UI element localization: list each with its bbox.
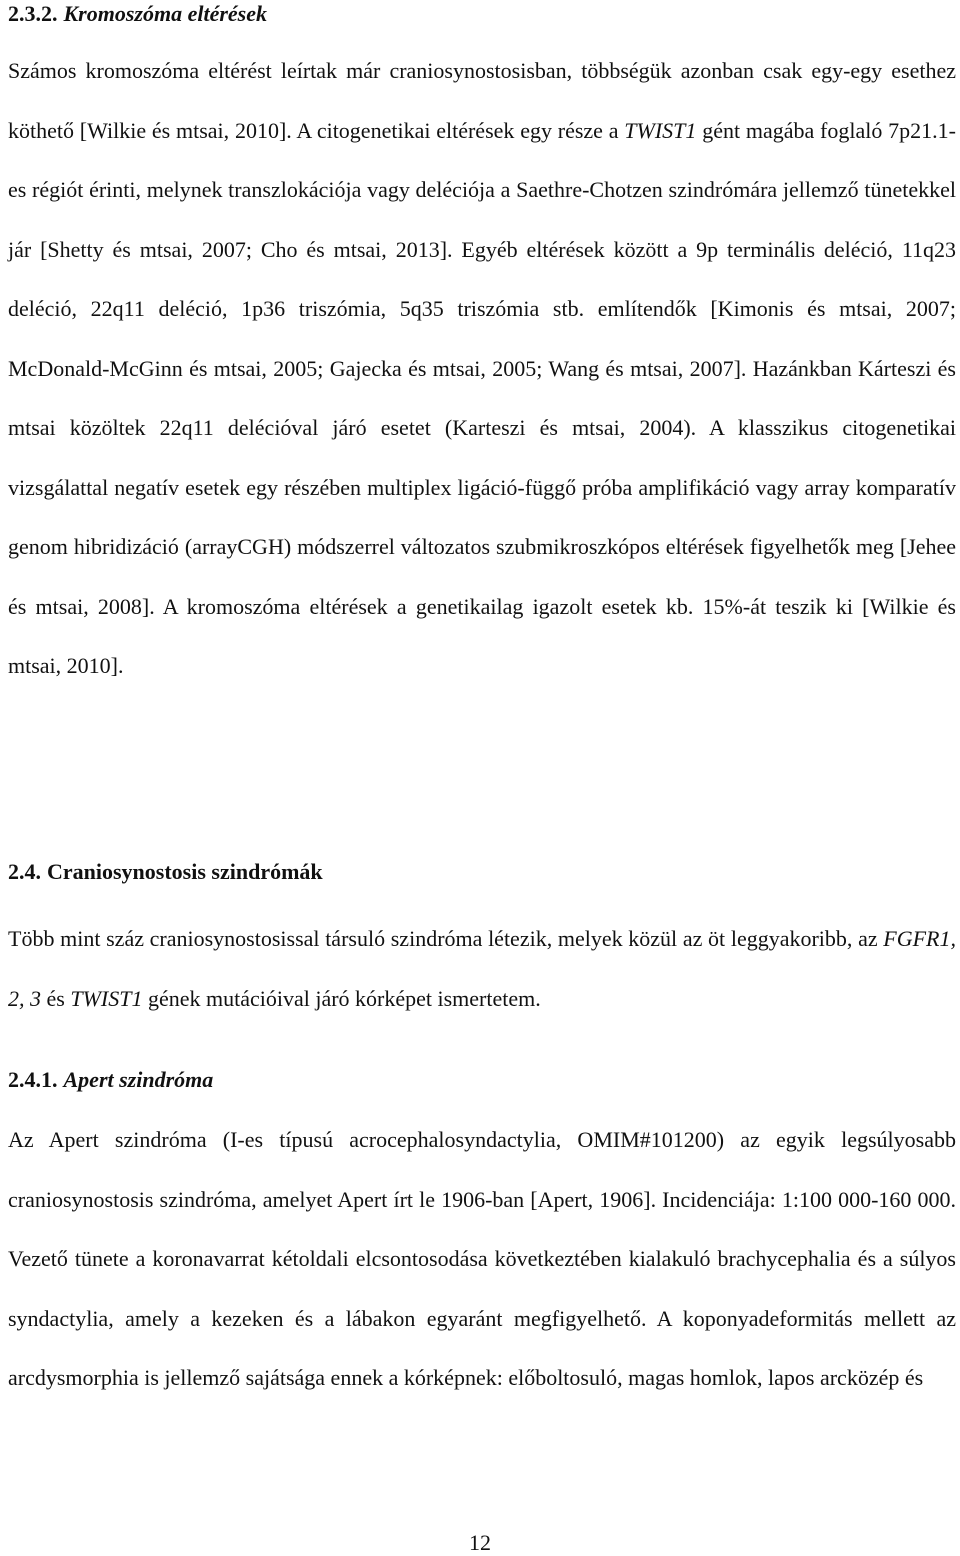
text-run: és	[41, 985, 71, 1011]
paragraph-kromoszoma	[8, 41, 956, 696]
italic-text-run: FGFR1, 2, 3	[8, 926, 956, 1011]
section-number: 2.3.2.	[8, 1, 58, 26]
section-number: 2.4.1.	[8, 1067, 58, 1092]
section-heading-2-4	[8, 858, 323, 886]
paragraph-apert	[8, 1110, 956, 1408]
italic-text-run: TWIST1	[70, 985, 143, 1011]
section-title: Craniosynostosis szindrómák	[47, 859, 323, 884]
page-number: 12	[469, 1530, 491, 1555]
italic-text-run: TWIST1	[624, 117, 697, 143]
section-title: Apert szindróma	[63, 1067, 214, 1092]
text-run: Az Apert szindróma (I-es típusú acrocephalosyndactylia, OMIM#101200) az egyik legsúlyosabb craniosynostosis szindróma, amelyet Apert írt le 1906-ban [Apert, 1906]. Incidenciája: 1:100 000-160 000. Vezető tünete a koronavarrat kétoldali elcsontosodása következtében kialakuló brachycephalia és a súlyos syndactylia, amely a kezeken és a lábakon egyaránt megfigyelhető. A koponyadeformitás mellett az arcdysmorphia is jellemző sajátsága ennek a kórképnek: előboltosuló, magas homlok, lapos arcközép és	[8, 1127, 956, 1390]
section-heading-2-4-1	[8, 1066, 213, 1094]
text-run: gének mutációival járó kórképet ismertetem.	[142, 985, 541, 1011]
section-heading-2-3-2	[8, 0, 267, 28]
section-number: 2.4.	[8, 859, 41, 884]
text-run: Számos kromoszóma eltérést leírtak már craniosynostosisban, többségük azonban csak egy-egy esethez köthető [Wilkie és mtsai, 2010]. A citogenetikai eltérések egy része a	[8, 58, 956, 143]
text-run: gént magába foglaló 7p21.1-es régiót érinti, melynek transzlokációja vagy deléciója a Saethre-Chotzen szindrómára jellemző tünetekkel jár [Shetty és mtsai, 2007; Cho és mtsai, 2013]. Egyéb eltérések között a 9p terminális deléció, 11q23 deléció, 22q11 deléció, 1p36 triszómia, 5q35 triszómia stb. említendők [Kimonis és mtsai, 2007; McDonald-McGinn és mtsai, 2005; Gajecka és mtsai, 2005; Wang és mtsai, 2007]. Hazánkban Kárteszi és mtsai közöltek 22q11 delécióval járó esetet (Karteszi és mtsai, 2004). A klasszikus citogenetikai vizsgálattal negatív esetek egy részében multiplex ligáció-függő próba amplifikáció vagy array komparatív genom hibridizáció (arrayCGH) módszerrel változatos szubmikroszkópos eltérések figyelhetők meg [Jehee és mtsai, 2008]. A kromoszóma eltérések a genetikailag igazolt esetek kb. 15%-át teszik ki [Wilkie és mtsai, 2010].	[8, 117, 956, 678]
text-run: Több mint száz craniosynostosissal társuló szindróma létezik, melyek közül az öt leggyakoribb, az	[8, 926, 884, 951]
paragraph-szindromak	[8, 909, 956, 1028]
section-title: Kromoszóma eltérések	[63, 1, 267, 26]
